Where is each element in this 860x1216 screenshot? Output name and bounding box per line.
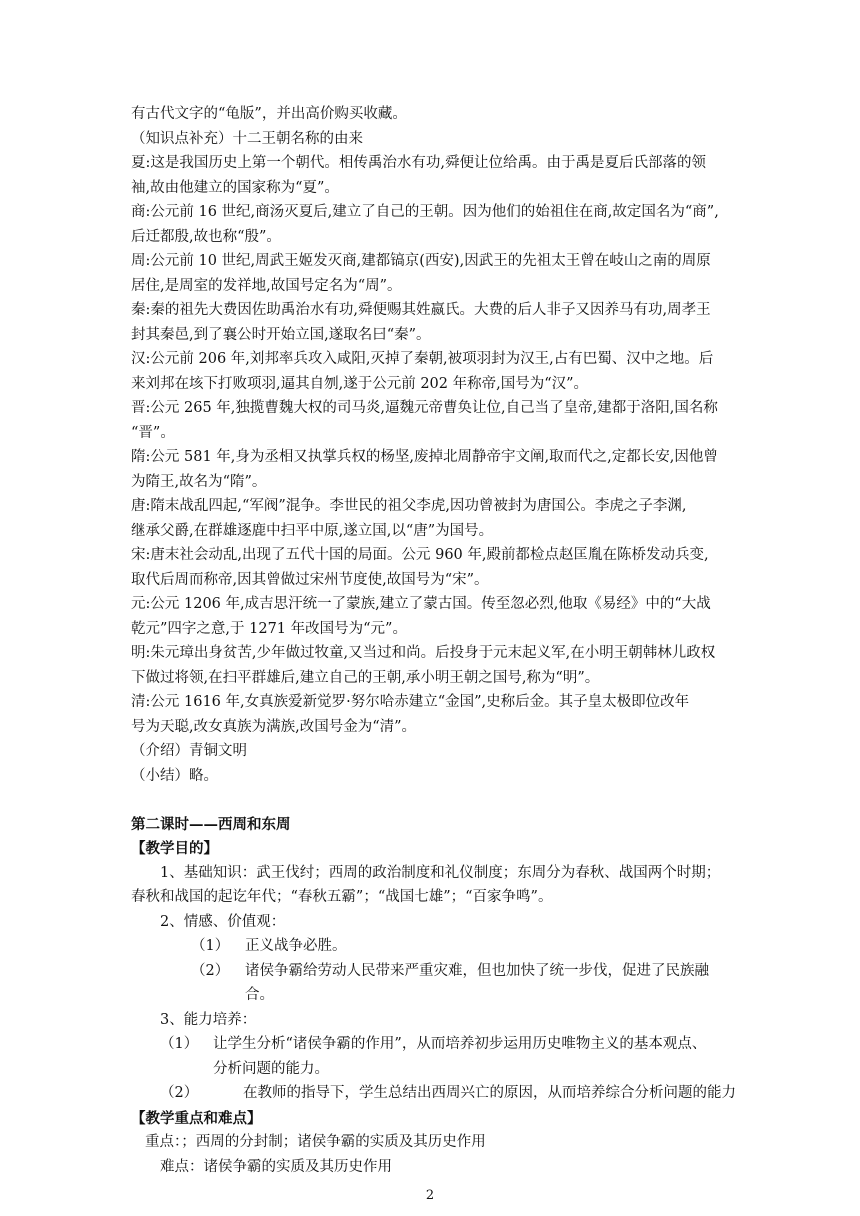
text-line: 有古代文字的“龟版”，并出高价购买收藏。 xyxy=(131,106,407,122)
text-line: 周:公元前 10 世纪,周武王姬发灭商,建都镐京(西安),因武王的先祖太王曾在岐山之南的周原 xyxy=(131,253,711,269)
objective-line: 1、基础知识：武王伐纣；西周的政治制度和礼仪制度；东周分为春秋、战国两个时期； xyxy=(160,865,721,881)
text-line: 为隋王,故名为“隋”。 xyxy=(131,474,267,490)
list-item: 在教师的指导下，学生总结出西周兴亡的原因，从而培养综合分析问题的能力 xyxy=(243,1085,736,1101)
text-line: 汉:公元前 206 年,刘邦率兵攻入咸阳,灭掉了秦朝,被项羽封为汉王,占有巴蜀、汉中之地。后 xyxy=(131,351,714,367)
list-item: 正义战争必胜。 xyxy=(245,938,347,954)
text-line: 商:公元前 16 世纪,商汤灭夏后,建立了自己的王朝。因为他们的始祖住在商,故定国名为“商”, xyxy=(131,204,719,220)
text-line: 宋:唐末社会动乱,出现了五代十国的局面。公元 960 年,殿前都检点赵匡胤在陈桥发动兵变, xyxy=(131,547,709,563)
list-number: （1） xyxy=(160,1036,199,1052)
key-point: 重点：；西周的分封制；诸侯争霸的实质及其历史作用 xyxy=(145,1134,486,1150)
lesson-title: 第二课时——西周和东周 xyxy=(131,816,291,833)
keypoints-heading: 【教学重点和难点】 xyxy=(131,1110,262,1127)
text-line: 唐:隋末战乱四起,“军阀”混争。李世民的祖父李虎,因功曾被封为唐国公。李虎之子李渊, xyxy=(131,498,687,514)
text-line: 居住,是周室的发祥地,故国号定名为“周”。 xyxy=(131,278,402,294)
text-line: 清:公元 1616 年,女真族爱新觉罗·努尔哈赤建立“金国”,史称后金。其子皇太极即位改年 xyxy=(131,694,690,710)
text-line: 元:公元 1206 年,成吉思汗统一了蒙族,建立了蒙古国。传至忽必烈,他取《易经》中的“大战 xyxy=(131,596,711,612)
list-item: 诸侯争霸给劳动人民带来严重灾难，但也加快了统一步伐，促进了民族融 xyxy=(245,963,709,979)
list-number: （2） xyxy=(160,1085,199,1101)
text-line: 下做过将领,在扫平群雄后,建立自己的王朝,承小明王朝之国号,称为“明”。 xyxy=(131,670,600,686)
objective-line: 3、能力培养： xyxy=(160,1012,257,1028)
text-line: （介绍）青铜文明 xyxy=(131,743,247,759)
list-item: 分析问题的能力。 xyxy=(213,1061,329,1077)
objective-line: 2、情感、价值观： xyxy=(160,914,286,930)
objective-line: 春秋和战国的起讫年代；“春秋五霸”；“战国七雄”；“百家争鸣”。 xyxy=(131,889,553,905)
text-line: 明:朱元璋出身贫苦,少年做过牧童,又当过和尚。后投身于元末起义军,在小明王朝韩林儿政权 xyxy=(131,645,716,661)
text-line: 隋:公元 581 年,身为丞相又执掌兵权的杨坚,废掉北周静帝宇文阐,取而代之,定都长安,因他曾 xyxy=(131,449,718,465)
list-item: 合。 xyxy=(245,987,274,1003)
text-line: “晋”。 xyxy=(131,425,175,441)
text-line: 后迁都殷,故也称“殷”。 xyxy=(131,229,281,245)
text-line: 夏:这是我国历史上第一个朝代。相传禹治水有功,舜便让位给禹。由于禹是夏后氏部落的领 xyxy=(131,155,706,171)
text-line: 来刘邦在垓下打败项羽,逼其自刎,遂于公元前 202 年称帝,国号为“汉”。 xyxy=(131,376,589,392)
text-line: 号为天聪,改女真族为满族,改国号金为“清”。 xyxy=(131,719,417,735)
text-line: （小结）略。 xyxy=(131,768,218,784)
list-number: （2） xyxy=(191,963,230,979)
text-line: 取代后周而称帝,因其曾做过宋州节度使,故国号为“宋”。 xyxy=(131,572,489,588)
difficult-point: 难点：诸侯争霸的实质及其历史作用 xyxy=(160,1159,392,1175)
page-number: 2 xyxy=(425,1188,435,1203)
objectives-heading: 【教学目的】 xyxy=(131,840,218,857)
text-line: 袖,故由他建立的国家称为“夏”。 xyxy=(131,180,339,196)
text-line: 秦:秦的祖先大费因佐助禹治水有功,舜便赐其姓嬴氏。大费的后人非子又因养马有功,周孝王 xyxy=(131,302,711,318)
text-line: 封其秦邑,到了襄公时开始立国,遂取名曰“秦”。 xyxy=(131,327,431,343)
text-line: 继承父爵,在群雄逐鹿中扫平中原,遂立国,以“唐”为国号。 xyxy=(131,523,494,539)
text-line: 乾元”四字之意,于 1271 年改国号为“元”。 xyxy=(131,621,407,637)
text-line: 晋:公元 265 年,独揽曹魏大权的司马炎,逼魏元帝曹奂让位,自己当了皇帝,建都于洛阳,国名称 xyxy=(131,400,718,416)
list-item: 让学生分析“诸侯争霸的作用”，从而培养初步运用历史唯物主义的基本观点、 xyxy=(213,1036,707,1052)
text-line: （知识点补充）十二王朝名称的由来 xyxy=(131,131,363,147)
list-number: （1） xyxy=(191,938,230,954)
